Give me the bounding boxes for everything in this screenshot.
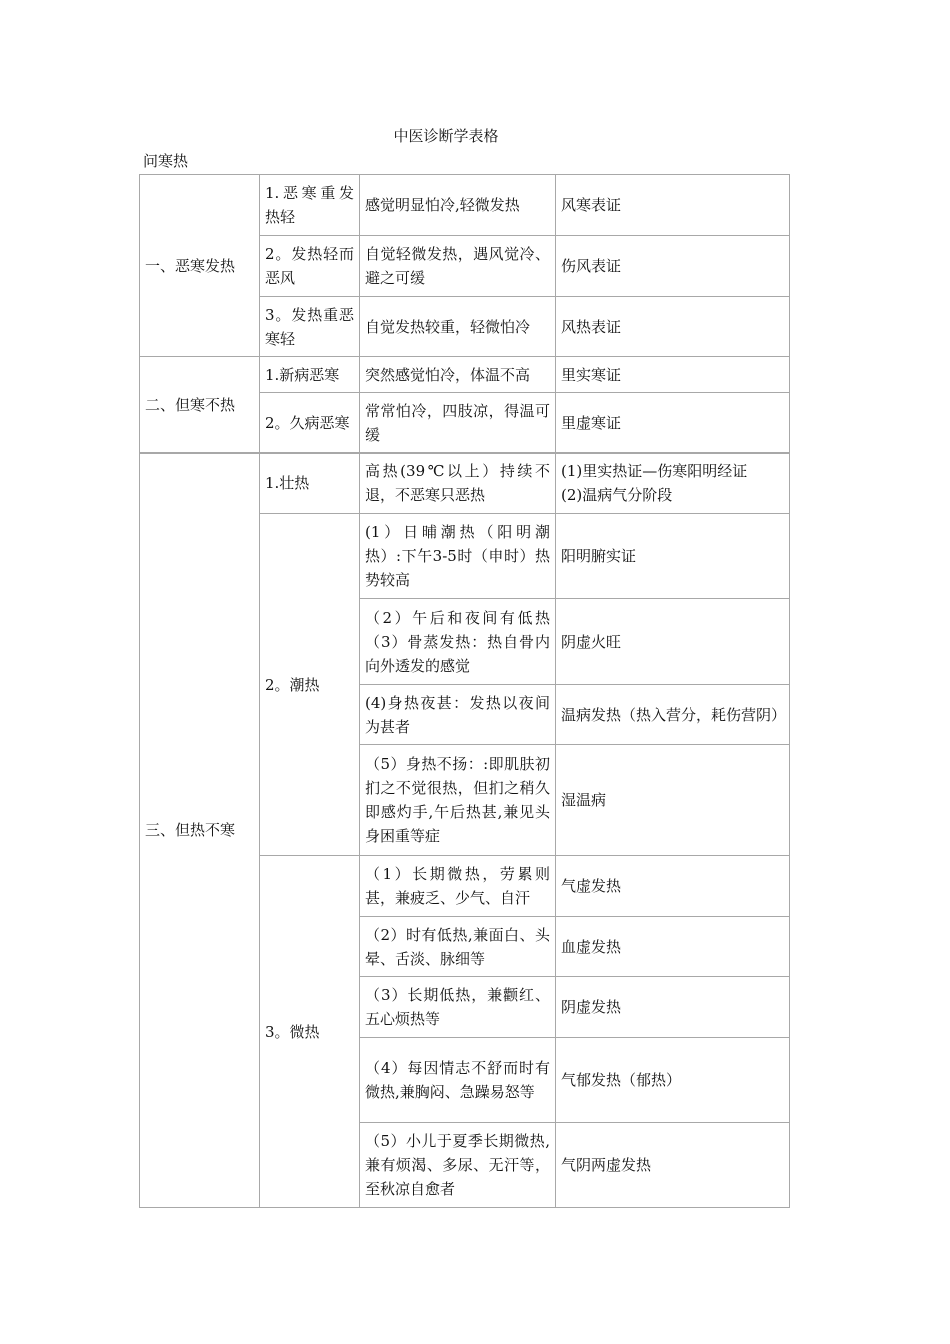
syndrome-cell: 伤风表证 <box>556 236 790 297</box>
category-cell: 二、但寒不热 <box>140 357 260 454</box>
description-cell: （5）身热不扬：:即肌肤初扪之不觉很热，但扪之稍久即感灼手,午后热甚,兼见头身困重等症 <box>360 745 556 856</box>
table-row <box>140 357 790 393</box>
description-cell: 感觉明显怕冷,轻微发热 <box>360 175 556 236</box>
table-cold-only <box>139 356 790 454</box>
syndrome-cell: 湿温病 <box>556 745 790 856</box>
syndrome-cell: 阴虚火旺 <box>556 599 790 685</box>
page-title: 中医诊断学表格 <box>393 127 499 145</box>
syndrome-cell: 风热表证 <box>556 297 790 357</box>
syndrome-cell: 里实寒证 <box>556 357 790 393</box>
description-cell: 突然感觉怕冷，体温不高 <box>360 357 556 393</box>
syndrome-cell: 阴虚发热 <box>556 977 790 1038</box>
syndrome-cell <box>556 453 790 514</box>
table-row <box>140 175 790 236</box>
category-cell: 三、但热不寒 <box>140 453 260 1208</box>
description-cell: (4)身热夜甚：发热以夜间为甚者 <box>360 685 556 745</box>
section-heading: 问寒热 <box>143 152 189 170</box>
syndrome-cell: 风寒表证 <box>556 175 790 236</box>
type-cell: 2。发热轻而恶风 <box>260 236 360 297</box>
type-cell: 2。久病恶寒 <box>260 393 360 454</box>
syndrome-cell: 阳明腑实证 <box>556 514 790 599</box>
description-cell: 高热(39℃以上）持续不退，不恶寒只恶热 <box>360 453 556 514</box>
type-cell: 1.新病恶寒 <box>260 357 360 393</box>
description-cell: (1）日晡潮热（阳明潮热）:下午3-5时（申时）热势较高 <box>360 514 556 599</box>
description-cell: 自觉发热较重，轻微怕冷 <box>360 297 556 357</box>
syndrome-cell: 气阴两虚发热 <box>556 1123 790 1208</box>
type-cell: 3。发热重恶寒轻 <box>260 297 360 357</box>
description-cell: （1）长期微热，劳累则甚，兼疲乏、少气、自汗 <box>360 856 556 917</box>
description-cell: （2）时有低热,兼面白、头晕、舌淡、脉细等 <box>360 917 556 977</box>
syndrome-cell: 里虚寒证 <box>556 393 790 454</box>
syndrome-cell: 温病发热（热入营分，耗伤营阴） <box>556 685 790 745</box>
type-cell: 3。微热 <box>260 856 360 1208</box>
type-cell: 1.壮热 <box>260 453 360 514</box>
type-cell: 1.恶寒重发热轻 <box>260 175 360 236</box>
syndrome-line: (2)温病气分阶段 <box>561 486 673 504</box>
category-cell: 一、恶寒发热 <box>140 175 260 357</box>
description-cell: 自觉轻微发热，遇风觉冷、避之可缓 <box>360 236 556 297</box>
syndrome-cell: 气郁发热（郁热） <box>556 1038 790 1123</box>
syndrome-cell: 气虚发热 <box>556 856 790 917</box>
syndrome-cell: 血虚发热 <box>556 917 790 977</box>
description-cell: （4）每因情志不舒而时有微热,兼胸闷、急躁易怒等 <box>360 1038 556 1123</box>
description-cell: （3）长期低热，兼颧红、五心烦热等 <box>360 977 556 1038</box>
description-cell: 常常怕冷，四肢凉，得温可缓 <box>360 393 556 454</box>
table-chills-fever <box>139 174 790 357</box>
syndrome-line: (1)里实热证—伤寒阳明经证 <box>561 462 748 480</box>
description-cell: （5）小儿于夏季长期微热,兼有烦渴、多尿、无汗等，至秋凉自愈者 <box>360 1123 556 1208</box>
table-row <box>140 453 790 514</box>
description-cell: （2）午后和夜间有低热（3）骨蒸发热：热自骨内向外透发的感觉 <box>360 599 556 685</box>
type-cell: 2。潮热 <box>260 514 360 856</box>
table-heat-only <box>139 452 790 1208</box>
